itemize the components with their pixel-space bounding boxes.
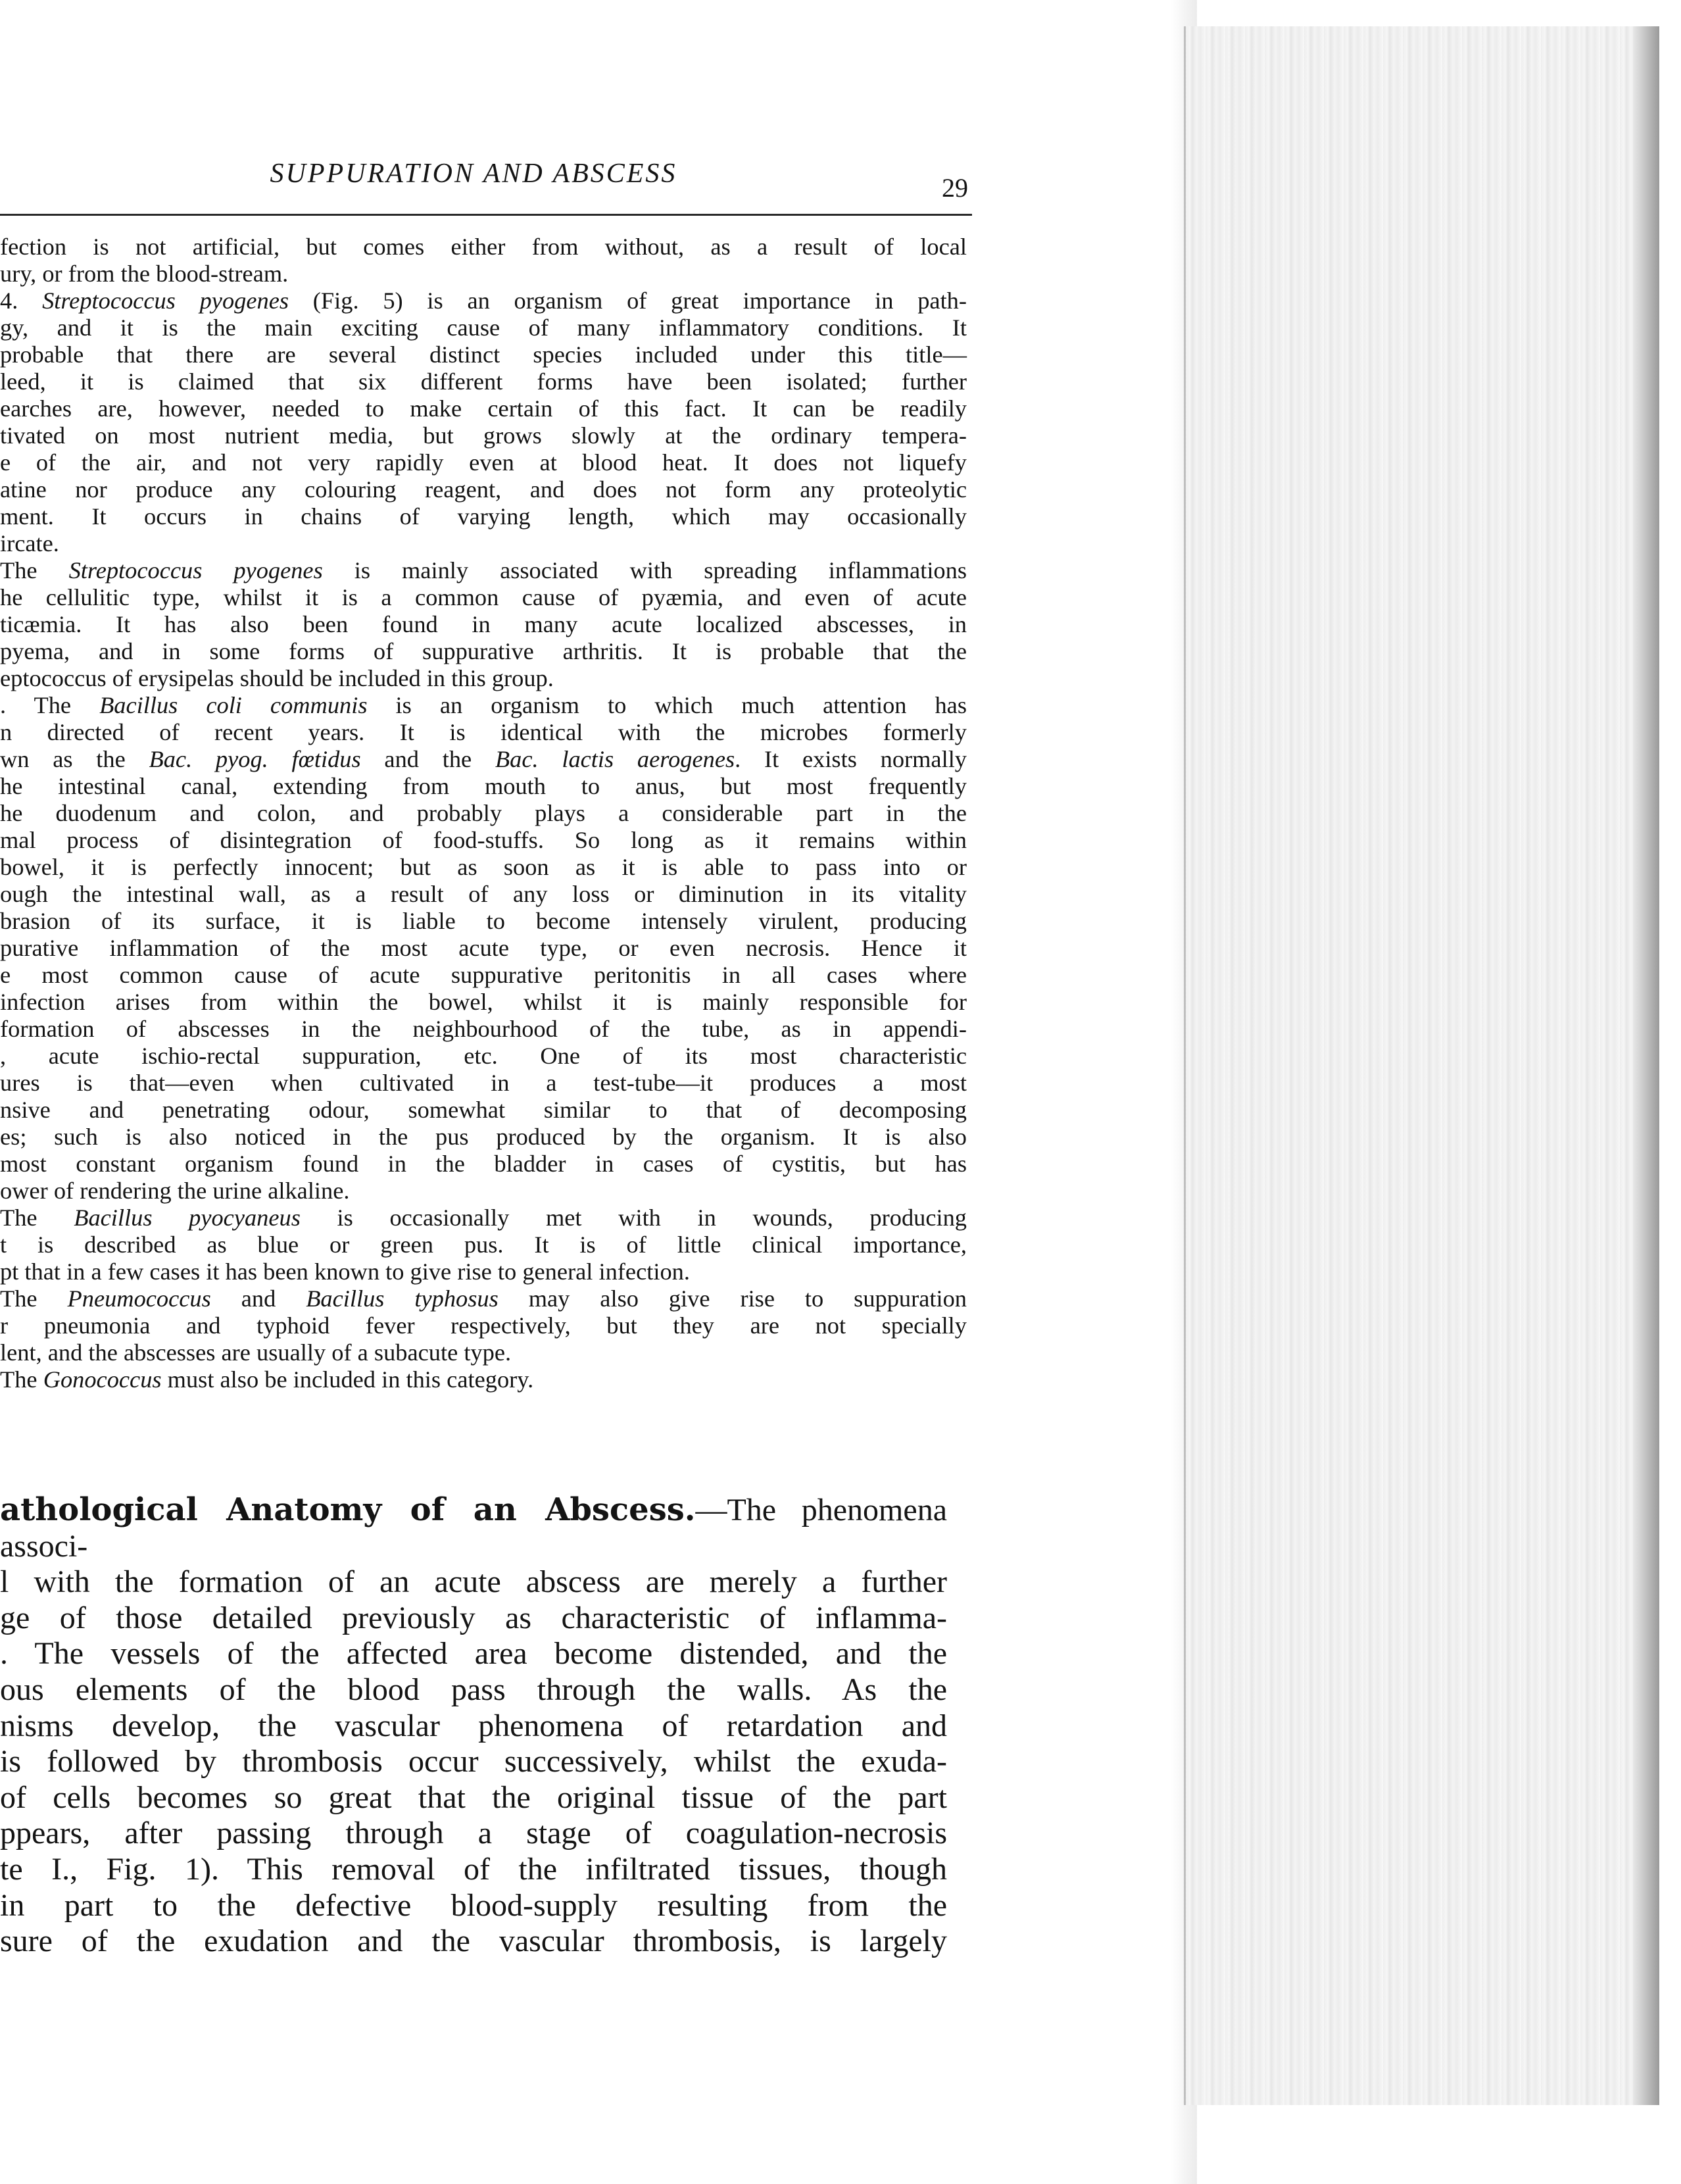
page-number: 29 xyxy=(942,173,968,203)
text-line: probable that there are several distinct species included under this title— xyxy=(0,341,967,368)
text-line: mal process of disintegration of food-stuffs. So long as it remains within xyxy=(0,827,967,853)
text-line: ower of rendering the urine alkaline. xyxy=(0,1178,350,1204)
text-line: he duodenum and colon, and probably plays a considerable part in the xyxy=(0,800,967,826)
text-line: e most common cause of acute suppurative peritonitis in all cases where xyxy=(0,962,967,988)
text-line: eptococcus of erysipelas should be included in this group. xyxy=(0,665,554,691)
text-line: ment. It occurs in chains of varying length, which may occasionally xyxy=(0,503,967,530)
text-line: 4. Streptococcus pyogenes (Fig. 5) is an organism of great importance in path- xyxy=(0,287,967,314)
text-line: he intestinal canal, extending from mouth to anus, but most frequently xyxy=(0,773,967,799)
text-line: l with the formation of an acute abscess are merely a further xyxy=(0,1564,947,1600)
small-text-block xyxy=(0,234,967,1393)
text-line: e of the air, and not very rapidly even at blood heat. It does not liquefy xyxy=(0,449,967,476)
text-line: earches are, however, needed to make certain of this fact. It can be readily xyxy=(0,395,967,422)
section-heading: athological Anatomy of an Abscess. xyxy=(0,1491,696,1528)
text-line: ough the intestinal wall, as a result of any loss or diminution in its vitality xyxy=(0,881,967,907)
text-line: bowel, it is perfectly innocent; but as soon as it is able to pass into or xyxy=(0,854,967,880)
text-line: ge of those detailed previously as characteristic of inflamma- xyxy=(0,1600,947,1635)
text-line: lent, and the abscesses are usually of a subacute type. xyxy=(0,1339,512,1366)
text-line: most constant organism found in the bladder in cases of cystitis, but has xyxy=(0,1151,967,1177)
text-line: t is described as blue or green pus. It is of little clinical importance, xyxy=(0,1231,967,1258)
text-line: nsive and penetrating odour, somewhat similar to that of decomposing xyxy=(0,1097,967,1123)
text-line: The Bacillus pyocyaneus is occasionally met with in wounds, producing xyxy=(0,1204,967,1231)
text-line: n directed of recent years. It is identical with the microbes formerly xyxy=(0,719,967,745)
text-line: nisms develop, the vascular phenomena of retardation and xyxy=(0,1708,947,1743)
text-line: The Streptococcus pyogenes is mainly associated with spreading inflammations xyxy=(0,557,967,583)
text-line: wn as the Bac. pyog. fœtidus and the Bac. lactis aerogenes. It exists normally xyxy=(0,746,967,772)
text-line: r pneumonia and typhoid fever respectively, but they are not specially xyxy=(0,1312,967,1339)
large-text-block xyxy=(0,1492,947,1960)
text-line: . The vessels of the affected area become distended, and the xyxy=(0,1636,947,1672)
header-rule xyxy=(0,214,972,216)
text-line: infection arises from within the bowel, whilst it is mainly responsible for xyxy=(0,989,967,1015)
text-line: sure of the exudation and the vascular thrombosis, is largely xyxy=(0,1923,947,1959)
text-line: ury, or from the blood-stream. xyxy=(0,261,289,287)
text-line: , acute ischio-rectal suppuration, etc. One of its most characteristic xyxy=(0,1043,967,1069)
text-line: pyema, and in some forms of suppurative arthritis. It is probable that the xyxy=(0,638,967,664)
text-line: ticæmia. It has also been found in many acute localized abscesses, in xyxy=(0,611,967,637)
text-line: brasion of its surface, it is liable to become intensely virulent, producing xyxy=(0,908,967,934)
text-line: ures is that—even when cultivated in a test-tube—it produces a most xyxy=(0,1070,967,1096)
text-line: ous elements of the blood pass through the walls. As the xyxy=(0,1672,947,1707)
text-line: of cells becomes so great that the original tissue of the part xyxy=(0,1779,947,1815)
text-line: he cellulitic type, whilst it is a common cause of pyæmia, and even of acute xyxy=(0,584,967,610)
text-line: The Gonococcus must also be included in this category. xyxy=(0,1366,534,1393)
book-page-edges xyxy=(1184,26,1659,2105)
text-line: leed, it is claimed that six different forms have been isolated; further xyxy=(0,368,967,395)
text-line: . The Bacillus coli communis is an organism to which much attention has xyxy=(0,692,967,718)
section-heading-line: athological Anatomy of an Abscess.—The phenomena associ- xyxy=(0,1491,947,1564)
text-line: es; such is also noticed in the pus produced by the organism. It is also xyxy=(0,1124,967,1150)
text-line: fection is not artificial, but comes either from without, as a result of local xyxy=(0,234,967,260)
text-line: purative inflammation of the most acute type, or even necrosis. Hence it xyxy=(0,935,967,961)
text-line: The Pneumococcus and Bacillus typhosus may also give rise to suppuration xyxy=(0,1285,967,1312)
text-line: is followed by thrombosis occur successively, whilst the exuda- xyxy=(0,1744,947,1779)
text-line: ircate. xyxy=(0,530,59,557)
text-line: te I., Fig. 1). This removal of the infiltrated tissues, though xyxy=(0,1851,947,1887)
running-head: SUPPURATION AND ABSCESS xyxy=(270,159,677,189)
text-line: pt that in a few cases it has been known to give rise to general infection. xyxy=(0,1258,690,1285)
text-line: formation of abscesses in the neighbourhood of the tube, as in appendi- xyxy=(0,1016,967,1042)
text-line: in part to the defective blood-supply resulting from the xyxy=(0,1887,947,1923)
text-line: gy, and it is the main exciting cause of many inflammatory conditions. It xyxy=(0,314,967,341)
text-line: ppears, after passing through a stage of coagulation-necrosis xyxy=(0,1816,947,1851)
text-line: tivated on most nutrient media, but grows slowly at the ordinary tempera- xyxy=(0,422,967,449)
text-line: atine nor produce any colouring reagent, and does not form any proteolytic xyxy=(0,476,967,503)
